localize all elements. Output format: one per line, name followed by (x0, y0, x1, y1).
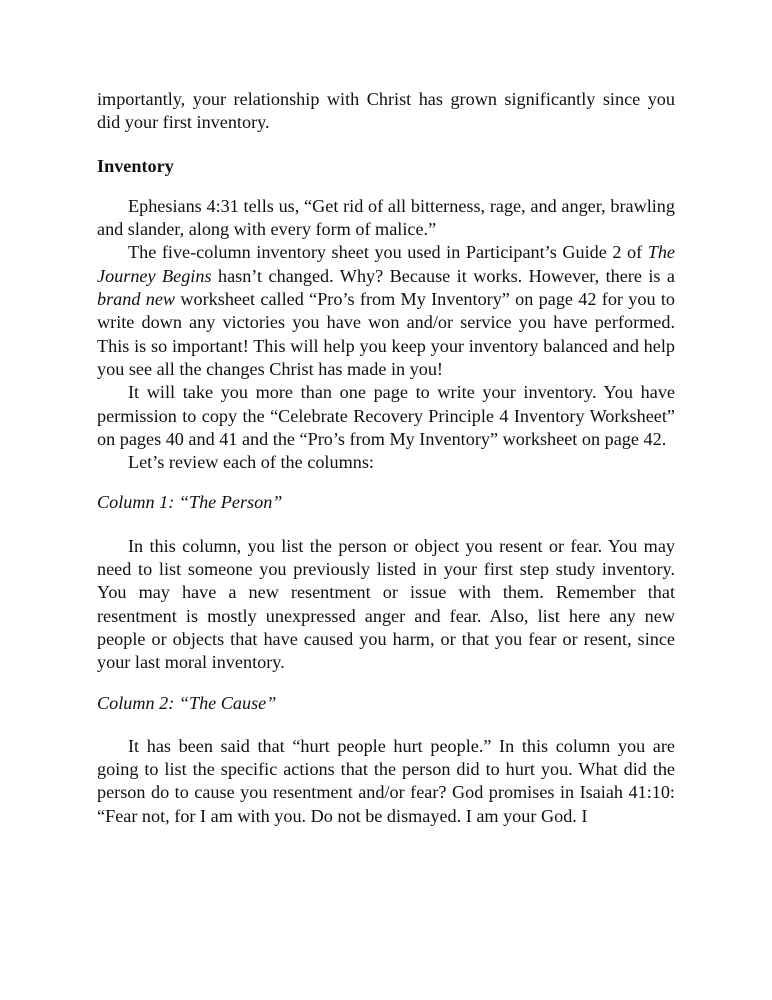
review-columns-paragraph: Let’s review each of the columns: (128, 452, 374, 473)
five-column-text-3: worksheet called “Pro’s from My Inventory” on page 42 for you to write down any victories you have won and/or service you have performed. This is so important! This will help you keep your inventory balanced and help you see all the changes Christ has made in you! (97, 289, 676, 379)
column1-paragraph: In this column, you list the person or object you resent or fear. You may need to list someone you previously listed in your first step study inventory. You may have a new resentment or issue with them. Remember that resentment is mostly unexpressed anger and fear. Also, list here any new people or objects that have caused you harm, or that you fear or resent, since your last moral inventory. (97, 535, 675, 673)
inventory-heading: Inventory (97, 155, 174, 176)
five-column-text-1: The five-column inventory sheet you used in Participant’s Guide 2 of (128, 242, 648, 263)
column2-heading: Column 2: “The Cause” (97, 692, 277, 713)
document-page (97, 88, 675, 828)
brand-new-emphasis: brand new (97, 289, 176, 310)
journey-begins-title: The Journey Begins (97, 242, 675, 286)
intro-paragraph: importantly, your relationship with Christ has grown significantly since you did your first inventory. (97, 89, 675, 133)
ephesians-paragraph: Ephesians 4:31 tells us, “Get rid of all bitterness, rage, and anger, brawling and slander, along with every form of malice.” (97, 195, 675, 240)
column2-paragraph: It has been said that “hurt people hurt people.” In this column you are going to list the specific actions that the person did to hurt you. What did the person do to cause you resentment and/or fear? God promises in Isaiah 41:10: “Fear not, for I am with you. Do not be dismayed. I am your God. I (97, 735, 675, 826)
permission-paragraph: It will take you more than one page to write your inventory. You have permission to copy the “Celebrate Recovery Principle 4 Inventory Worksheet” on pages 40 and 41 and the “Pro’s from My Inventory” worksheet on page 42. (97, 382, 675, 449)
five-column-paragraph (97, 241, 675, 381)
five-column-text-2: hasn’t changed. Why? Because it works. However, there is a (211, 265, 676, 286)
column1-heading: Column 1: “The Person” (97, 492, 283, 513)
